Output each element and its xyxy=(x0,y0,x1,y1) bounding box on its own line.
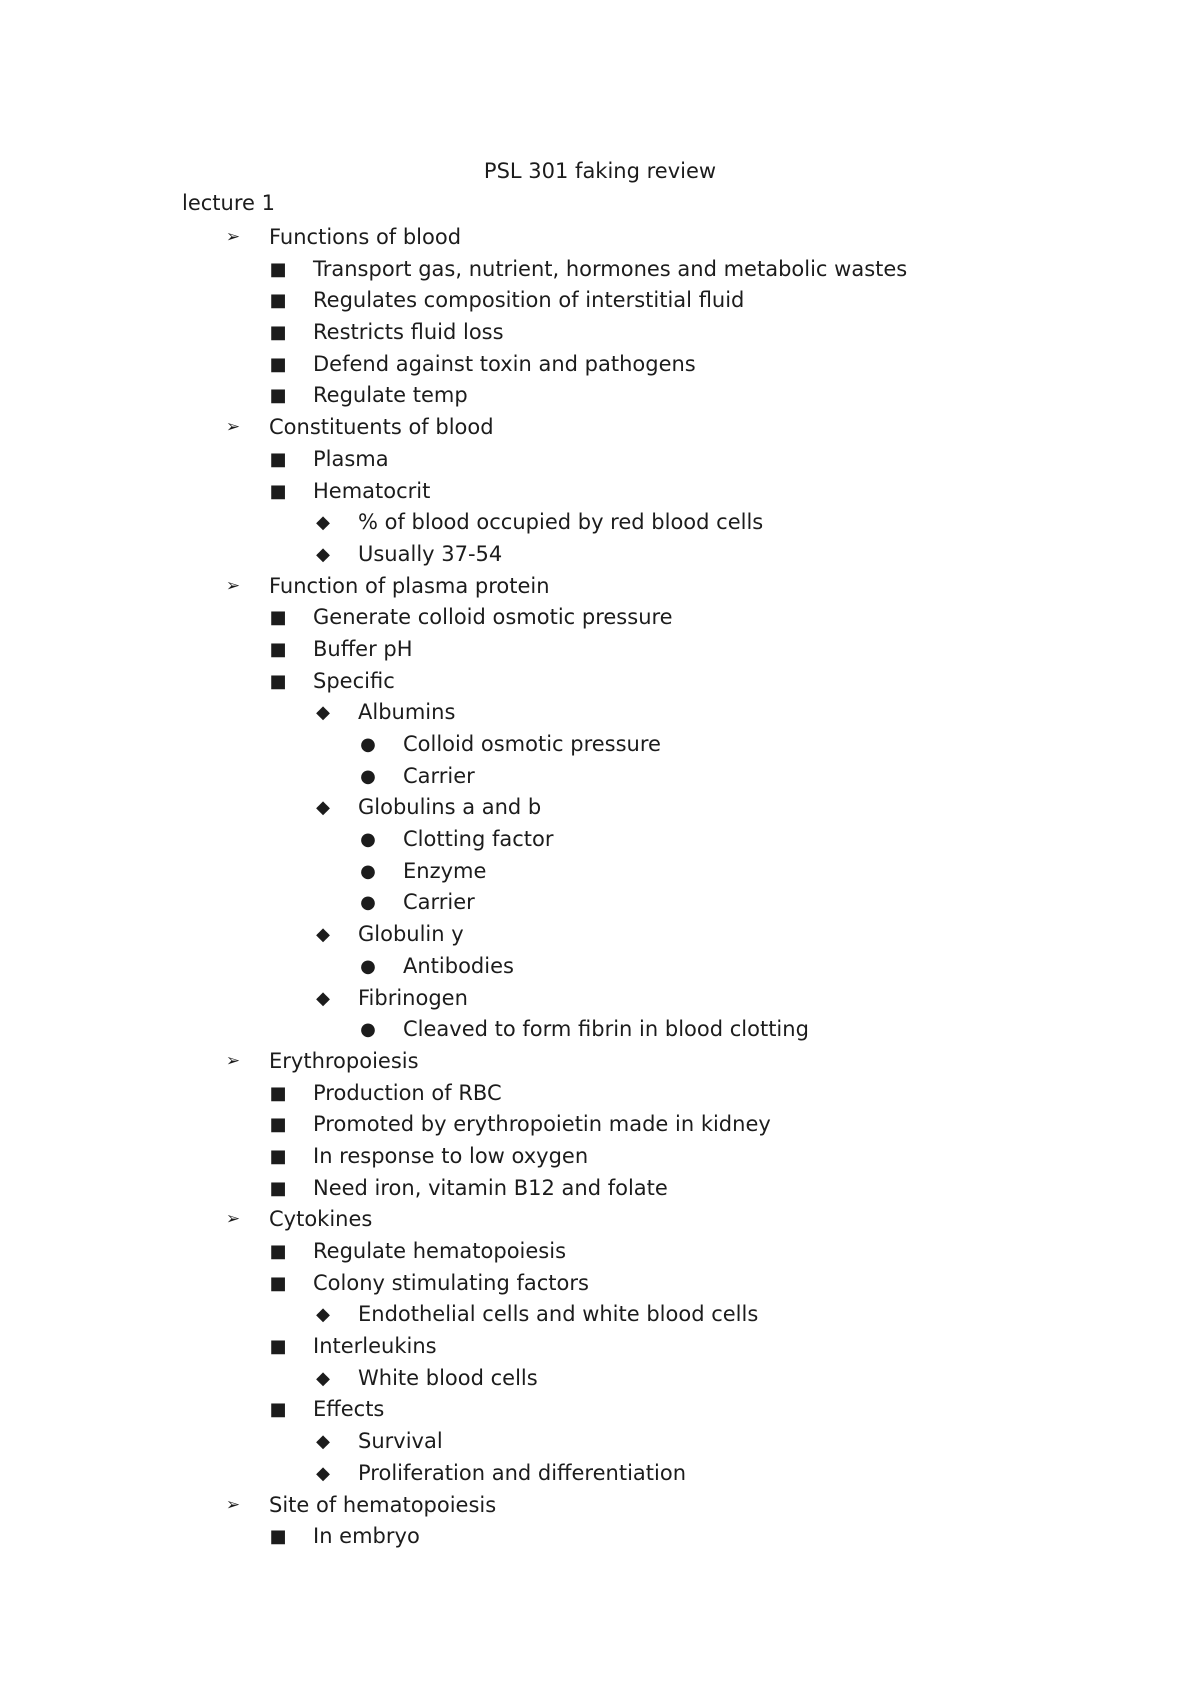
outline-item-text: Regulates composition of interstitial fluid xyxy=(313,288,745,313)
outline-item-text: Generate colloid osmotic pressure xyxy=(313,605,673,630)
arrowhead-bullet-icon: ➢ xyxy=(225,1209,241,1230)
outline-item-text: Specific xyxy=(313,668,395,693)
outline-item-text: Transport gas, nutrient, hormones and metabolic wastes xyxy=(313,256,908,281)
square-bullet-icon: ■ xyxy=(269,448,287,470)
outline-item-text: Constituents of blood xyxy=(269,415,494,440)
outline-item-text: Effects xyxy=(313,1397,385,1422)
outline-item-text: Cytokines xyxy=(269,1207,373,1232)
outline-item-text: % of blood occupied by red blood cells xyxy=(358,510,764,535)
diamond-bullet-icon: ◆ xyxy=(316,702,330,724)
outline-item-text: Globulins a and b xyxy=(358,795,542,820)
diamond-bullet-icon: ◆ xyxy=(316,1367,330,1389)
arrowhead-bullet-icon: ➢ xyxy=(225,1494,241,1515)
circle-bullet-icon: ● xyxy=(360,829,376,851)
square-bullet-icon: ■ xyxy=(269,1526,287,1548)
outline-item-text: Defend against toxin and pathogens xyxy=(313,351,696,376)
section-label: lecture 1 xyxy=(182,191,275,215)
outline-item-text: Production of RBC xyxy=(313,1080,502,1105)
outline-item-text: Regulate hematopoiesis xyxy=(313,1239,567,1263)
outline-item-text: Plasma xyxy=(313,446,389,471)
outline-item-text: Globulin y xyxy=(358,922,464,947)
square-bullet-icon: ■ xyxy=(269,353,287,375)
outline-item-text: Carrier xyxy=(403,763,475,788)
circle-bullet-icon: ● xyxy=(360,955,376,977)
outline-item-text: Function of plasma protein xyxy=(269,573,550,598)
arrowhead-bullet-icon: ➢ xyxy=(225,227,241,247)
outline-item-text: Restricts fluid loss xyxy=(313,320,504,345)
diamond-bullet-icon: ◆ xyxy=(316,924,330,946)
diamond-bullet-icon: ◆ xyxy=(316,1304,330,1326)
square-bullet-icon: ■ xyxy=(269,1399,287,1421)
arrowhead-bullet-icon: ➢ xyxy=(225,1050,241,1071)
circle-bullet-icon: ● xyxy=(360,892,376,914)
outline-item-text: Albumins xyxy=(358,700,456,725)
square-bullet-icon: ■ xyxy=(269,385,287,407)
square-bullet-icon: ■ xyxy=(269,480,287,502)
circle-bullet-icon: ● xyxy=(360,765,376,787)
outline-item-text: Proliferation and differentiation xyxy=(358,1460,687,1485)
diamond-bullet-icon: ◆ xyxy=(316,1431,330,1453)
outline-item-text: Site of hematopoiesis xyxy=(269,1492,497,1517)
circle-bullet-icon: ● xyxy=(360,860,376,882)
square-bullet-icon: ■ xyxy=(269,1177,287,1199)
outline-item-text: Usually 37-54 xyxy=(358,541,503,566)
square-bullet-icon: ■ xyxy=(269,607,287,629)
outline-item-text: Fibrinogen xyxy=(358,985,468,1010)
outline-item-text: Clotting factor xyxy=(403,827,554,852)
outline-item-text: Carrier xyxy=(403,890,475,915)
diamond-bullet-icon: ◆ xyxy=(316,1462,330,1484)
outline-item-text: Colloid osmotic pressure xyxy=(403,732,661,756)
outline-item-text: Cleaved to form fibrin in blood clotting xyxy=(403,1017,809,1042)
outline-item-text: Need iron, vitamin B12 and folate xyxy=(313,1175,668,1200)
outline-item-text: Interleukins xyxy=(313,1334,437,1359)
square-bullet-icon: ■ xyxy=(269,1241,287,1262)
square-bullet-icon: ■ xyxy=(269,1272,287,1294)
square-bullet-icon: ■ xyxy=(269,1082,287,1104)
outline-item-text: Promoted by erythropoietin made in kidney xyxy=(313,1112,771,1137)
arrowhead-bullet-icon: ➢ xyxy=(225,417,241,438)
outline-item-text: White blood cells xyxy=(358,1365,538,1390)
diamond-bullet-icon: ◆ xyxy=(316,987,330,1009)
square-bullet-icon: ■ xyxy=(269,1114,287,1136)
outline-item-text: Regulate temp xyxy=(313,383,468,408)
square-bullet-icon: ■ xyxy=(269,1336,287,1358)
page-title: PSL 301 faking review xyxy=(483,159,717,183)
square-bullet-icon: ■ xyxy=(269,1145,287,1167)
arrowhead-bullet-icon: ➢ xyxy=(225,575,241,596)
outline-item-text: Enzyme xyxy=(403,858,487,883)
diamond-bullet-icon: ◆ xyxy=(316,797,330,819)
outline-item-text: Endothelial cells and white blood cells xyxy=(358,1302,759,1327)
circle-bullet-icon: ● xyxy=(360,734,376,755)
outline-item-text: Hematocrit xyxy=(313,478,431,503)
outline-item-text: Buffer pH xyxy=(313,636,413,661)
square-bullet-icon: ■ xyxy=(269,670,287,692)
outline-item-text: Erythropoiesis xyxy=(269,1048,419,1073)
circle-bullet-icon: ● xyxy=(360,1019,376,1041)
square-bullet-icon: ■ xyxy=(269,638,287,660)
diamond-bullet-icon: ◆ xyxy=(316,543,330,565)
square-bullet-icon: ■ xyxy=(269,322,287,344)
outline-item-text: In embryo xyxy=(313,1524,420,1549)
outline-item-text: Functions of blood xyxy=(269,225,462,249)
outline-item-text: Colony stimulating factors xyxy=(313,1270,589,1295)
outline-item-text: Survival xyxy=(358,1429,443,1454)
square-bullet-icon: ■ xyxy=(269,258,287,280)
outline-item-text: Antibodies xyxy=(403,953,514,978)
outline-item-text: In response to low oxygen xyxy=(313,1143,589,1168)
square-bullet-icon: ■ xyxy=(269,290,287,312)
diamond-bullet-icon: ◆ xyxy=(316,512,330,534)
